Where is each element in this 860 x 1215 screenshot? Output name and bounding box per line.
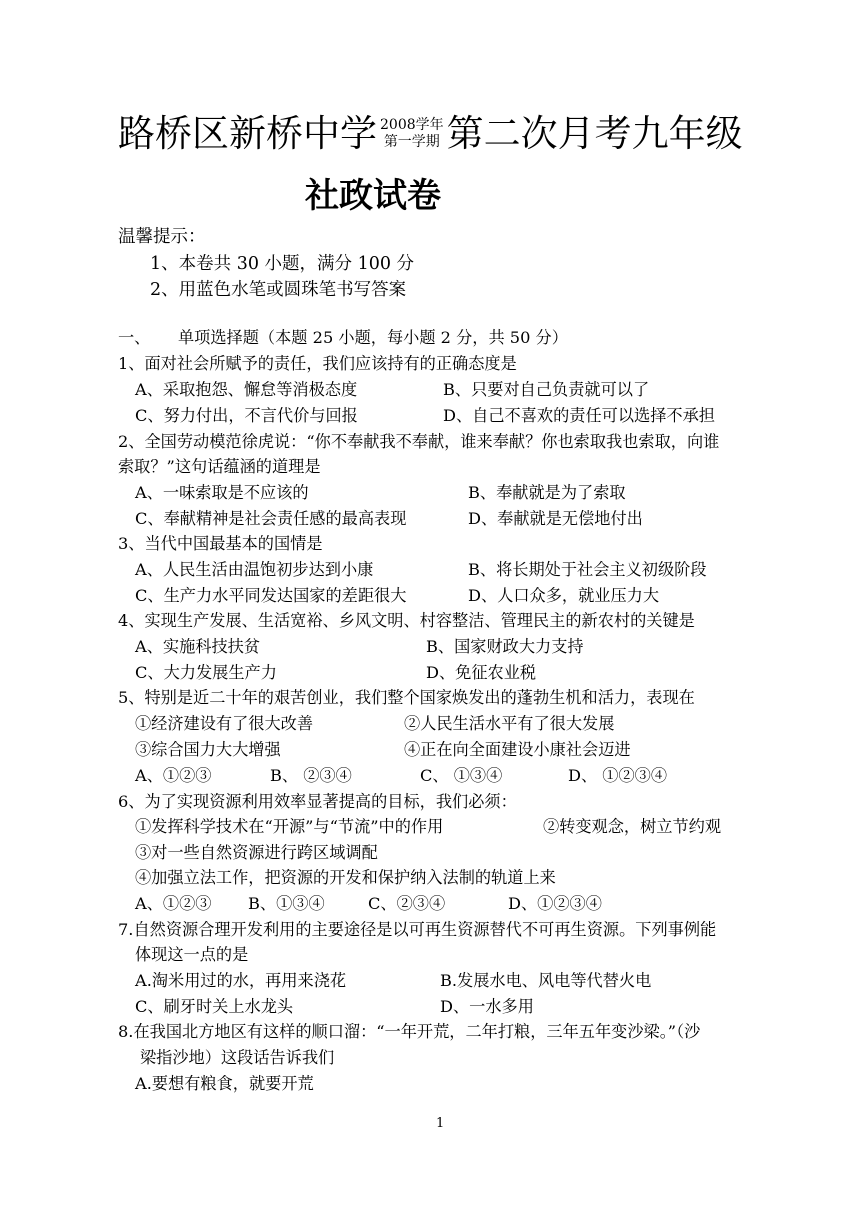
q6-statement-3: ③对一些自然资源进行跨区域调配 [135, 843, 378, 862]
q2-stem-line1: 2、全国劳动模范徐虎说：“你不奉献我不奉献，谁来奉献？你也索取我也索取，向谁 [118, 432, 720, 451]
q2-option-d: D、奉献就是无偿地付出 [468, 509, 643, 528]
exam-title [118, 108, 743, 168]
title-exam: 第二次月考九年级 [446, 112, 743, 155]
q2-stem-line2: 索取？”这句话蕴涵的道理是 [118, 457, 321, 476]
q1-option-a: A、采取抱怨、懈怠等消极态度 [135, 380, 358, 399]
q6-statement-4: ④加强立法工作，把资源的开发和保护纳入法制的轨道上来 [135, 868, 556, 887]
tips-item-1: 1、本卷共 30 小题，满分 100 分 [150, 254, 415, 274]
q1-option-d: D、自己不喜欢的责任可以选择不承担 [443, 406, 715, 425]
section-number: 一、 [118, 328, 151, 347]
q1-option-c: C、努力付出，不言代价与回报 [135, 406, 358, 425]
q3-option-b: B、将长期处于社会主义初级阶段 [468, 560, 707, 579]
tips-item-2: 2、用蓝色水笔或圆珠笔书写答案 [150, 280, 407, 300]
q6-option-b: B、①③④ [248, 894, 325, 913]
title-semester: 第一学期 [383, 134, 440, 150]
q4-option-b: B、国家财政大力支持 [426, 637, 584, 656]
section-title: 单项选择题（本题 25 小题，每小题 2 分，共 50 分） [178, 328, 568, 347]
q3-option-a: A、人民生活由温饱初步达到小康 [135, 560, 374, 579]
q3-option-d: D、人口众多，就业压力大 [468, 586, 660, 605]
q3-option-c: C、生产力水平同发达国家的差距很大 [135, 586, 407, 605]
q4-stem: 4、实现生产发展、生活宽裕、乡风文明、村容整洁、管理民主的新农村的关键是 [118, 611, 695, 630]
page-number: 1 [436, 1116, 445, 1131]
q2-option-a: A、一味索取是不应该的 [135, 483, 309, 502]
q7-option-c: C、刷牙时关上水龙头 [135, 997, 294, 1016]
q6-statement-1: ①发挥科学技术在“开源”与“节流”中的作用 [135, 817, 444, 836]
q1-stem: 1、面对社会所赋予的责任，我们应该持有的正确态度是 [118, 354, 517, 373]
q7-stem-line1: 7.自然资源合理开发利用的主要途径是以可再生资源替代不可再生资源。下列事例能 [118, 920, 717, 939]
q1-option-b: B、只要对自己负责就可以了 [443, 380, 650, 399]
exam-subtitle: 社政试卷 [305, 176, 441, 216]
q7-option-b: B.发展水电、风电等代替火电 [440, 971, 652, 990]
q5-option-d: D、 ①②③④ [568, 766, 668, 785]
q8-stem-line2: 梁指沙地）这段话告诉我们 [140, 1048, 335, 1067]
q6-stem: 6、为了实现资源利用效率显著提高的目标，我们必须： [118, 792, 517, 811]
title-school: 路桥区新桥中学 [118, 112, 377, 155]
q4-option-d: D、免征农业税 [426, 663, 537, 682]
q4-option-c: C、大力发展生产力 [135, 663, 277, 682]
q5-option-b: B、 ②③④ [270, 766, 352, 785]
q7-stem-line2: 体现这一点的是 [135, 945, 249, 964]
q5-stem: 5、特别是近二十年的艰苦创业，我们整个国家焕发出的蓬勃生机和活力，表现在 [118, 688, 695, 707]
q5-statement-4: ④正在向全面建设小康社会迈进 [404, 740, 631, 759]
q2-option-c: C、奉献精神是社会责任感的最高表现 [135, 509, 407, 528]
title-term [380, 117, 444, 151]
q8-stem-line1: 8.在我国北方地区有这样的顺口溜：“一年开荒，二年打粮，三年五年变沙梁。”（沙 [118, 1022, 701, 1041]
q5-statement-2: ②人民生活水平有了很大发展 [404, 714, 615, 733]
q7-option-d: D、一水多用 [440, 997, 534, 1016]
q6-statement-2: ②转变观念，树立节约观 [543, 817, 722, 836]
q2-option-b: B、奉献就是为了索取 [468, 483, 626, 502]
q4-option-a: A、实施科技扶贫 [135, 637, 261, 656]
q6-option-d: D、①②③④ [508, 894, 602, 913]
tips-heading: 温馨提示： [118, 227, 206, 247]
q5-statement-1: ①经济建设有了很大改善 [135, 714, 314, 733]
title-year: 2008学年 [380, 117, 444, 133]
q3-stem: 3、当代中国最基本的国情是 [118, 534, 323, 553]
q7-option-a: A.淘米用过的水，再用来浇花 [135, 971, 347, 990]
q6-option-c: C、②③④ [368, 894, 446, 913]
q6-option-a: A、①②③ [135, 894, 212, 913]
q8-option-a: A.要想有粮食，就要开荒 [135, 1074, 314, 1093]
q5-option-a: A、①②③ [135, 766, 212, 785]
q5-statement-3: ③综合国力大大增强 [135, 740, 281, 759]
q5-option-c: C、 ①③④ [420, 766, 503, 785]
